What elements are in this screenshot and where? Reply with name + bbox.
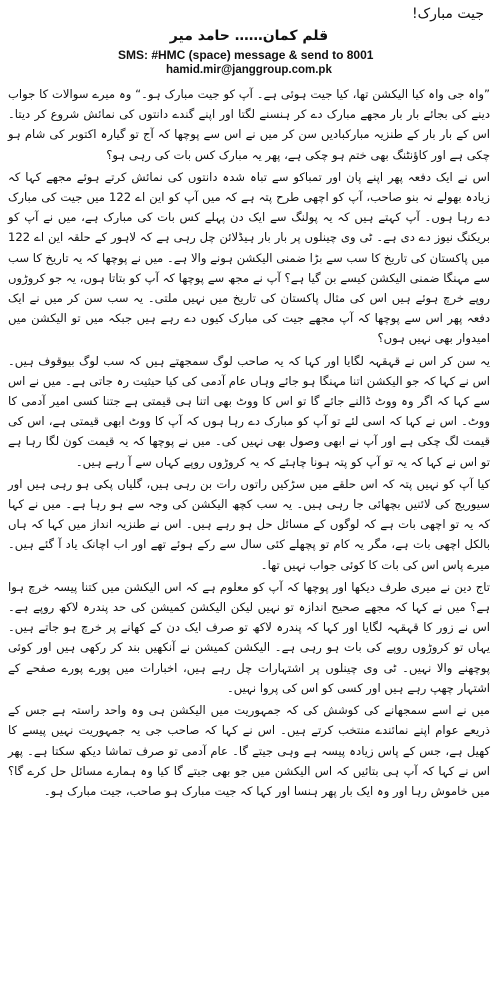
paragraph: ”واہ جی واہ کیا الیکشن تھا، کیا جیت ہوئی ہے۔ آپ کو جیت مبارک ہو۔“ وہ میرے سوالات کا جواب دینے کی بجائے بار بار مجھے مبارک دے کر ہنسنے لگتا اور اپنے گندے دانتوں کی نمائش شروع کر دیتا۔ اس کے بار بار کے طنزیہ مبارکبادیں سن کر میں نے اس سے پوچھا کہ آج تو گیارہ اکتوبر کی شام ہو چکی ہے اور کاؤنٹنگ بھی ختم ہو چکی ہے، پھر یہ مبارک کس بات کی رہی ہو؟ bbox=[8, 87, 490, 162]
author-email-link[interactable]: hamid.mir@janggroup.com.pk bbox=[166, 64, 332, 76]
article-title: جیت مبارک! bbox=[412, 6, 484, 22]
byline: قلم کمان…… حامد میر bbox=[169, 28, 329, 44]
paragraph: تاج دین نے میری طرف دیکھا اور پوچھا کہ آپ کو معلوم ہے کہ اس الیکشن میں کتنا پیسہ خرچ ہوا ہے؟ میں نے کہا کہ مجھے صحیح اندازہ تو نہیں لیکن الیکشن کمیشن کی حد پندرہ لاکھ روپے ہے۔ اس نے زور کا قہقہہ لگایا اور کہا کہ پندرہ لاکھ تو صرف ایک دن کے کھانے پر خرچ ہو جاتے ہیں۔ یہاں تو کروڑوں روپے کی بات ہو رہی ہے۔ الیکشن کمیشن نے آنکھیں بند کر رکھی ہیں اور کوئی پوچھنے والا نہیں۔ ٹی وی چینلوں پر اشتہارات چل رہے ہیں، اخبارات میں پورے پورے صفحے کے اشتہار چھپ رہے ہیں اور کسی کو اس کی پروا نہیں۔ bbox=[8, 579, 490, 695]
paragraph: کیا آپ کو نہیں پتہ کہ اس حلقے میں سڑکیں راتوں رات بن رہی ہیں، گلیاں پکی ہو رہی ہیں اور سیوریج کی لائنیں بچھائی جا رہی ہیں۔ یہ سب کچھ الیکشن کی وجہ سے ہو رہا ہے۔ میں نے کہا کہ یہ تو اچھی بات ہے کہ لوگوں کے مسائل حل ہو رہے ہیں۔ اس نے طنزیہ انداز میں کہا کہ ہاں بالکل اچھی بات ہے، مگر یہ کام تو پچھلے کئی سال سے رکے ہوئے تھے اور اب اچانک یاد آ گئے ہیں۔ میرے پاس اس کی بات کا کوئی جواب نہیں تھا۔ bbox=[8, 476, 490, 572]
paragraph: یہ سن کر اس نے قہقہہ لگایا اور کہا کہ یہ صاحب لوگ سمجھتے ہیں کہ سب لوگ بیوقوف ہیں۔ اس نے کہا کہ جو الیکشن اتنا مہنگا ہو جائے وہاں عام آدمی کی کیا حیثیت رہ جاتی ہے۔ میں نے اس سے کہا کہ اگر وہ ووٹ ڈالنے جائے گا تو اس کا ووٹ بھی اتنا ہی قیمتی ہے جتنا کسی امیر آدمی کا ووٹ۔ اس نے کہا کہ اسی لئے تو آپ کو مبارک دے رہا ہوں کہ آپ کا ووٹ ابھی قیمتی ہے، اس کی قیمت لگ چکی ہے اور آپ نے ابھی وصول بھی نہیں کی۔ میں نے پوچھا کہ یہ قیمت کون لگا رہا ہے تو اس نے کہا کہ یہ تو آپ کو پتہ ہونا چاہئے کہ یہ کروڑوں روپے کہاں سے آ رہے ہیں۔ bbox=[8, 353, 490, 469]
paragraph: اس نے ایک دفعہ پھر اپنے پان اور تمباکو سے تباہ شدہ دانتوں کی نمائش کرتے ہوئے مجھے کہا کہ زیادہ بھولے نہ بنو صاحب، آپ کو اچھی طرح پتہ ہے کہ میں آپ کو این اے 122 میں جیت کی مبارک دے رہا ہوں۔ آپ کہتے ہیں کہ یہ پولنگ سے ایک دن پہلے کس بات کی مبارک ہے، میں نے آپ کو بریکنگ نیوز دے دی ہے۔ ٹی وی چینلوں پر بار بار ہیڈلائن چل رہی ہے کہ لاہور کے حلقہ این اے 122 میں پاکستان کی تاریخ کا سب سے بڑا ضمنی الیکشن ہونے والا ہے۔ میں نے پوچھا کہ یہ تاریخ کا سب سے مہنگا ضمنی الیکشن کیسے بن گیا ہے؟ آپ نے مجھ سے پوچھا کہ آپ کو بتاتا ہوں، یہ جو کروڑوں روپے خرچ ہوئے ہیں اس کی مثال پاکستان کی تاریخ میں نہیں ملتی۔ یہ سب سن کر میں نے ایک دفعہ پھر اس سے پوچھا کہ آپ مجھے جیت کی مبارک کیوں دے رہے ہیں جبکہ میں تو الیکشن میں امیدوار بھی نہیں ہوں؟ bbox=[8, 169, 490, 346]
article-body bbox=[8, 84, 490, 801]
paragraph: میں نے اسے سمجھانے کی کوشش کی کہ جمہوریت میں الیکشن ہی وہ واحد راستہ ہے جس کے ذریعے عوام اپنے نمائندے منتخب کرتے ہیں۔ اس نے کہا کہ صاحب جی یہ جمہوریت نہیں پیسے کا کھیل ہے، جس کے پاس زیادہ پیسہ ہے وہی جیتے گا۔ عام آدمی تو صرف تماشا دیکھ سکتا ہے۔ پھر اس نے کہا کہ آپ ہی بتائیں کہ اس الیکشن میں جو بھی جیتے گا کیا وہ ہمارے مسائل حل کرے گا؟ میں خاموش رہا اور وہ ایک بار پھر ہنسا اور کہا کہ جیت مبارک ہو صاحب، جیت مبارک ہو۔ bbox=[8, 703, 490, 798]
sms-line: SMS: #HMC (space) message & send to 8001 bbox=[118, 48, 374, 62]
